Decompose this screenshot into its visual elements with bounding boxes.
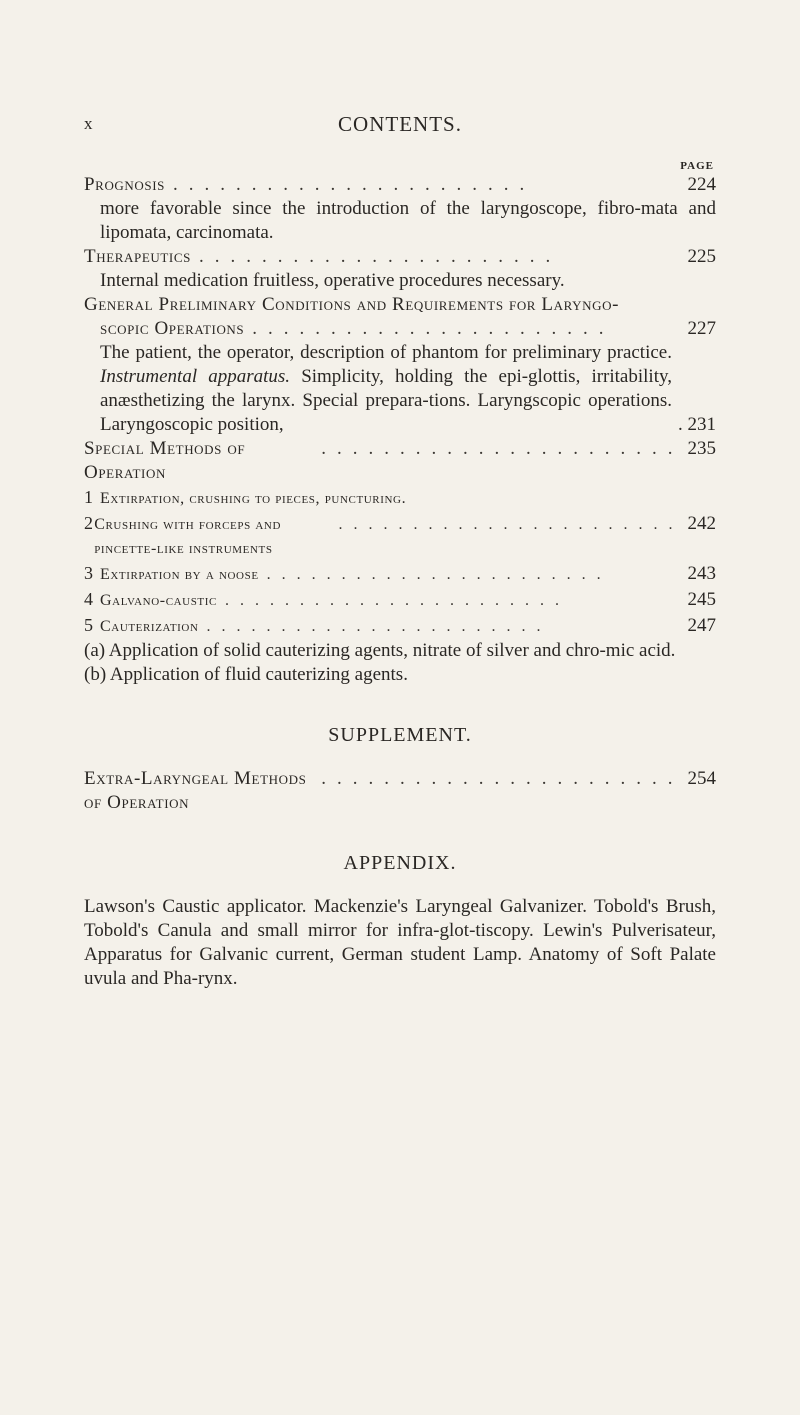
description-italic: Instrumental apparatus. — [100, 366, 291, 387]
toc-entry-prognosis — [84, 173, 716, 245]
sub-entry-text: (a) Application of solid cauterizing agents, nitrate of silver and chro-mic acid. — [84, 640, 676, 661]
method-item — [84, 613, 716, 639]
table-of-contents — [84, 173, 716, 991]
entry-title-line-2: scopic Operations — [100, 318, 245, 339]
method-title: Extirpation, crushing to pieces, puncturing. — [100, 490, 407, 507]
entry-page: 235 — [687, 438, 716, 459]
entry-title: Prognosis — [84, 174, 165, 195]
entry-page: 225 — [687, 246, 716, 267]
method-number: 1 — [84, 487, 93, 507]
method-title: Cauterization — [100, 618, 199, 635]
method-item — [84, 511, 716, 561]
method-page: 247 — [687, 615, 716, 636]
toc-entry-general-conditions — [84, 293, 716, 437]
dot-leader: ....................... — [206, 618, 552, 635]
dot-leader: ....................... — [172, 174, 536, 195]
entry-title: Extra-Laryngeal Methods of Operation — [84, 768, 307, 813]
supplement-heading: SUPPLEMENT. — [328, 724, 472, 746]
method-number: 5 — [84, 615, 93, 635]
entry-page: 254 — [687, 768, 716, 789]
description-page: 231 — [687, 414, 716, 435]
entry-description: Internal medication fruitless, operative procedures necessary. — [100, 270, 565, 291]
method-title: Galvano-caustic — [100, 592, 217, 609]
page-header — [0, 112, 800, 138]
method-list — [84, 485, 716, 639]
dot-leader: ....................... — [321, 768, 684, 789]
folio: x — [84, 114, 93, 133]
toc-entry-extra-laryngeal — [84, 767, 716, 815]
method-page: 245 — [687, 589, 716, 610]
method-title: Crushing with forceps and pincette-like instruments — [94, 516, 282, 557]
sub-entry-text: (b) Application of fluid cauterizing agents. — [84, 664, 408, 685]
toc-entry-special-methods — [84, 437, 716, 485]
running-head: CONTENTS. — [338, 112, 462, 136]
method-number: 3 — [84, 563, 93, 583]
method-page: 242 — [687, 513, 716, 534]
description-part-a: The patient, the operator, description of phantom for preliminary practice. — [100, 342, 672, 363]
toc-entry-therapeutics — [84, 245, 716, 293]
dot-leader: ....................... — [224, 592, 570, 609]
sub-entry-a — [84, 639, 716, 663]
page-column-label: PAGE — [680, 160, 714, 172]
entry-title: Special Methods of Operation — [84, 438, 246, 483]
method-number: 4 — [84, 589, 93, 609]
dot-leader: ....................... — [338, 516, 684, 533]
entry-description: The patient, the operator, description of phantom for preliminary practice. Instrumental apparatus. Simplicity, holding the epi-glottis, irritability, anæsthetizing the larynx. Special prepara-tions. Laryngscopic operations. Laryngoscopic position, . 231 — [100, 342, 716, 435]
entry-page: 224 — [687, 174, 716, 195]
dot-leader: ....................... — [321, 438, 684, 459]
method-item — [84, 485, 716, 511]
method-item — [84, 587, 716, 613]
entry-title: Therapeutics — [84, 246, 191, 267]
method-item — [84, 561, 716, 587]
dot-leader: ....................... — [266, 566, 612, 583]
method-page: 243 — [687, 563, 716, 584]
entry-page: 227 — [687, 318, 716, 339]
dot-leader: ....................... — [252, 318, 615, 339]
appendix-heading: APPENDIX. — [343, 852, 457, 874]
method-title: Extirpation by a noose — [100, 566, 259, 583]
appendix-text: Lawson's Caustic applicator. Mackenzie's Laryngeal Galvanizer. Tobold's Brush, Tobold's Canula and small mirror for infra-glot-tiscopy. Lewin's Pulverisateur, Apparatus for Galvanic current, German student Lamp. Anatomy of Soft Palate uvula and Pha-rynx. — [84, 896, 716, 989]
entry-description: more favorable since the introduction of the laryngoscope, fibro-mata and lipomata, carcinomata. — [100, 198, 716, 243]
dot-leader: ....................... — [198, 246, 562, 267]
entry-title-line-1: General Preliminary Conditions and Requirements for Laryngo- — [84, 294, 620, 315]
description-part-b: Simplicity, holding the epi-glottis, irritability, anæsthetizing the larynx. Special prepara-tions. Laryngscopic operations. Laryngoscopic position, — [100, 366, 672, 435]
sub-entry-b — [84, 663, 716, 687]
method-number: 2 — [84, 513, 93, 533]
